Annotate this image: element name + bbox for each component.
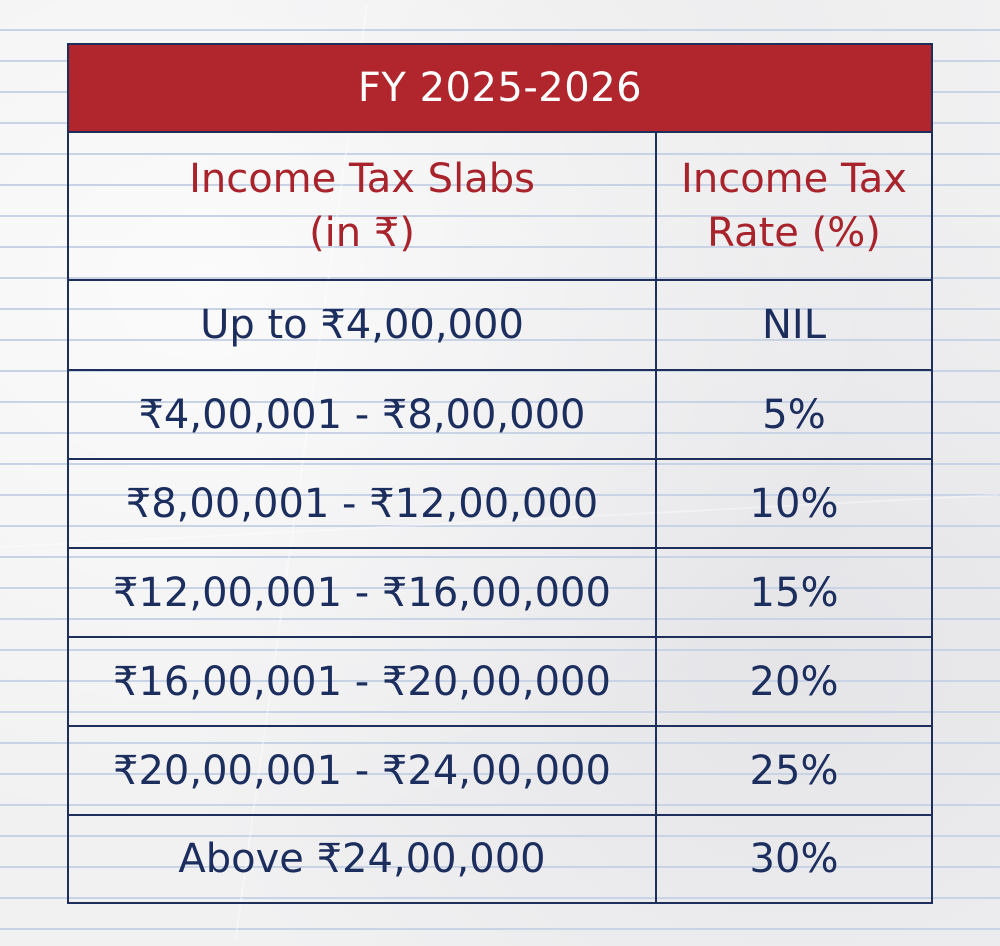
slab-cell: ₹16,00,001 - ₹20,00,000 bbox=[113, 658, 611, 705]
header-rate-line-2: Rate (%) bbox=[707, 210, 881, 256]
rate-cell: 25% bbox=[749, 747, 839, 794]
slab-cell: Above ₹24,00,000 bbox=[178, 836, 546, 882]
rate-cell: 5% bbox=[762, 391, 826, 438]
header-income-tax-rate bbox=[657, 133, 931, 279]
slab-cell: ₹4,00,001 - ₹8,00,000 bbox=[138, 391, 586, 438]
header-slab-line-1: Income Tax Slabs bbox=[189, 156, 535, 202]
table-row bbox=[69, 371, 931, 460]
rate-cell: 15% bbox=[749, 569, 839, 616]
header-rate-line-1: Income Tax bbox=[681, 156, 907, 202]
table-row bbox=[69, 281, 931, 371]
header-income-tax-slabs bbox=[69, 133, 655, 279]
table-row bbox=[69, 727, 931, 816]
tax-slab-table bbox=[67, 43, 933, 904]
rate-cell: NIL bbox=[761, 302, 826, 348]
table-header-row bbox=[69, 133, 931, 281]
table-row bbox=[69, 549, 931, 638]
rate-cell: 10% bbox=[749, 480, 839, 527]
slab-cell: Up to ₹4,00,000 bbox=[200, 302, 524, 348]
slab-cell: ₹12,00,001 - ₹16,00,000 bbox=[113, 569, 611, 616]
rate-cell: 30% bbox=[749, 836, 839, 882]
rate-cell: 20% bbox=[749, 658, 839, 705]
table-row bbox=[69, 460, 931, 549]
table-title: FY 2025-2026 bbox=[69, 45, 931, 133]
column-divider bbox=[655, 133, 657, 904]
slab-cell: ₹20,00,001 - ₹24,00,000 bbox=[113, 747, 611, 794]
table-row bbox=[69, 816, 931, 902]
slab-cell: ₹8,00,001 - ₹12,00,000 bbox=[125, 480, 599, 527]
table-row bbox=[69, 638, 931, 727]
header-slab-line-2: (in ₹) bbox=[309, 210, 415, 256]
